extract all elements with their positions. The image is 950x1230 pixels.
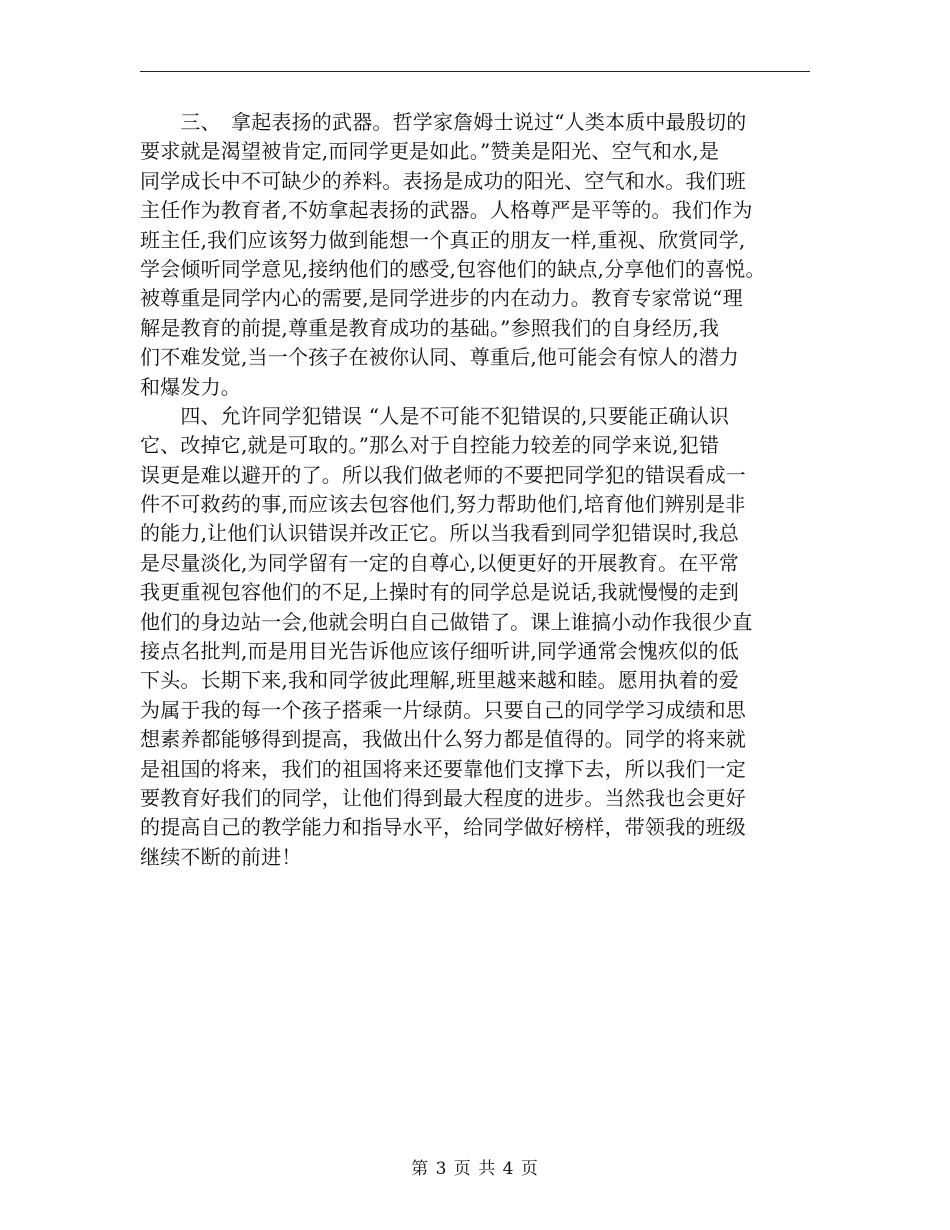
text-line: 他们的身边站一会,他就会明白自己做错了。课上谁搞小动作我很少直 [140, 609, 753, 634]
text-line: 学会倾听同学意见,接纳他们的感受,包容他们的缺点,分享他们的喜悦。 [140, 256, 766, 281]
text-line: 想素养都能够得到提高，我做出什么努力都是值得的。同学的将来就 [140, 727, 746, 752]
text-line: 是祖国的将来，我们的祖国将来还要靠他们支撑下去，所以我们一定 [140, 756, 746, 781]
text-line: 四、允许同学犯错误 “人是不可能不犯错误的,只要能正确认识 [140, 403, 730, 428]
text-line: 主任作为教育者,不妨拿起表扬的武器。人格尊严是平等的。我们作为 [140, 198, 753, 223]
text-line: 误更是难以避开的了。所以我们做老师的不要把同学犯的错误看成一 [140, 462, 746, 487]
text-line: 和爆发力。 [140, 374, 241, 399]
text-line: 下头。长期下来,我和同学彼此理解,班里越来越和睦。愿用执着的爱 [140, 668, 739, 693]
text-line: 同学成长中不可缺少的养料。表扬是成功的阳光、空气和水。我们班 [140, 168, 746, 193]
text-line: 要求就是渴望被肯定,而同学更是如此。”赞美是阳光、空气和水,是 [140, 139, 720, 164]
text-line: 的能力,让他们认识错误并改正它。所以当我看到同学犯错误时,我总 [140, 521, 739, 546]
text-line: 是尽量淡化,为同学留有一定的自尊心,以便更好的开展教育。在平常 [140, 550, 739, 575]
page-number-footer: 第 3 页 共 4 页 [411, 1159, 539, 1179]
text-line: 继续不断的前进！ [140, 844, 302, 869]
text-line: 的提高自己的教学能力和指导水平，给同学做好榜样，带领我的班级 [140, 815, 746, 840]
text-line: 要教育好我们的同学，让他们得到最大程度的进步。当然我也会更好 [140, 785, 746, 810]
text-line: 解是教育的前提,尊重是教育成功的基础。”参照我们的自身经历,我 [140, 315, 720, 340]
text-line: 被尊重是同学内心的需要,是同学进步的内在动力。教育专家常说“理 [140, 286, 743, 311]
text-line: 为属于我的每一个孩子搭乘一片绿荫。只要自己的同学学习成绩和思 [140, 697, 746, 722]
text-line: 我更重视包容他们的不足,上操时有的同学总是说话,我就慢慢的走到 [140, 580, 739, 605]
text-line: 接点名批判,而是用目光告诉他应该仔细听讲,同学通常会愧疚似的低 [140, 639, 739, 664]
text-line: 它、改掉它,就是可取的。”那么对于自控能力较差的同学来说,犯错 [140, 433, 720, 458]
text-line: 三、 拿起表扬的武器。哲学家詹姆士说过“人类本质中最殷切的 [140, 110, 747, 134]
text-line: 件不可救药的事,而应该去包容他们,努力帮助他们,培育他们辨别是非 [140, 492, 746, 517]
text-line: 们不难发觉,当一个孩子在被你认同、尊重后,他可能会有惊人的潜力 [140, 345, 739, 370]
header-divider [140, 71, 810, 72]
body-text [140, 108, 815, 872]
text-line: 班主任,我们应该努力做到能想一个真正的朋友一样,重视、欣赏同学, [140, 227, 746, 252]
